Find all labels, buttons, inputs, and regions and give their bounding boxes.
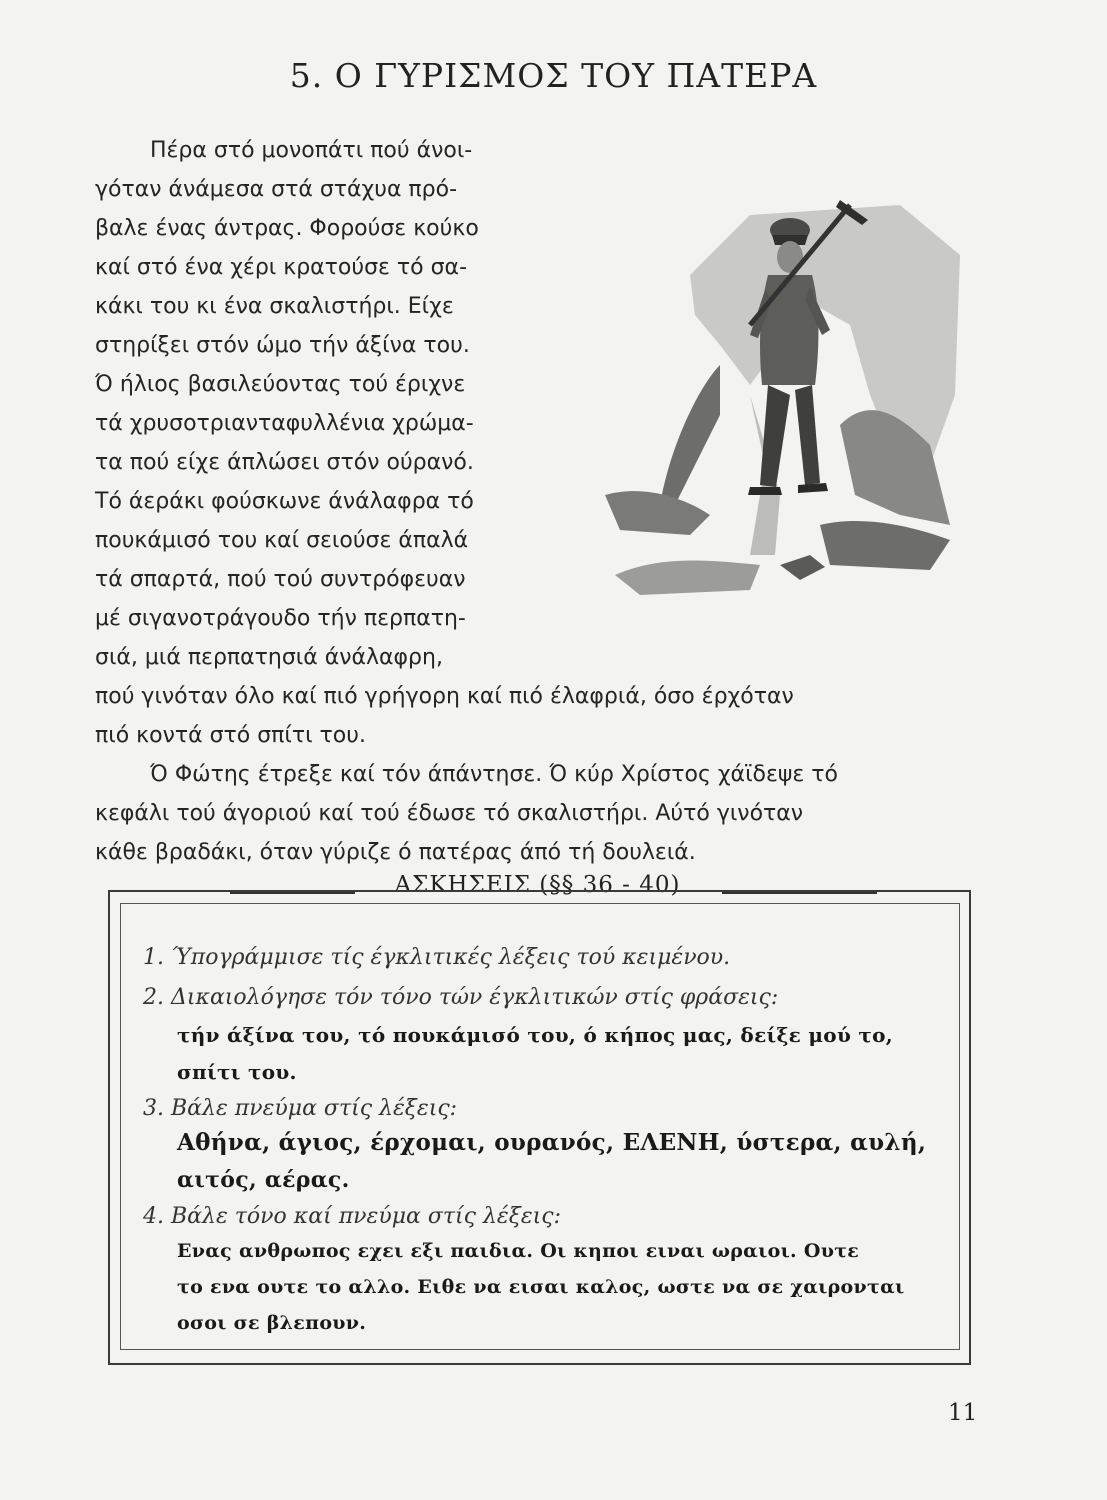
exercise-1-prompt: [143, 945, 730, 970]
story-line: βαλε ένας άντρας. Φορούσε κούκο: [95, 216, 479, 241]
exercise-2-answer-line: σπίτι του.: [177, 1060, 297, 1084]
exercise-prompt-text: Βάλε πνεύμα στίς λέξεις:: [171, 1096, 458, 1121]
story-line: πού γινόταν όλο καί πιό γρήγορη καί πιό έλαφριά, όσο έρχόταν: [95, 684, 794, 709]
story-line: κάθε βραδάκι, όταν γύριζε ό πατέρας άπό τή δουλειά.: [95, 840, 696, 865]
answer-words: ύστερα, αυλή,: [736, 1129, 927, 1156]
story-line: τά χρυσοτριανταφυλλένια χρώμα-: [95, 411, 474, 436]
exercise-number: 3.: [143, 1096, 164, 1121]
story-line: τά σπαρτά, πού τού συντρόφευαν: [95, 567, 466, 592]
page-title: 5. Ο ΓΥΡΙΣΜΟΣ ΤΟΥ ΠΑΤΕΡΑ: [289, 56, 818, 95]
exercise-2-answer-line: τήν άξίνα του, τό πουκάμισό του, ό κήπος μας, δείξε μού το,: [177, 1023, 894, 1047]
exercise-prompt-text: Βάλε τόνο καί πνεύμα στίς λέξεις:: [171, 1204, 562, 1229]
story-line: κάκι του κι ένα σκαλιστήρι. Είχε: [95, 294, 454, 319]
story-line: τα πού είχε άπλώσει στόν ούρανό.: [95, 450, 474, 475]
story-line: στηρίξει στόν ώμο τήν άξίνα του.: [95, 333, 470, 358]
story-line: γόταν άνάμεσα στά στάχυα πρό-: [95, 177, 458, 202]
story-line: Ό Φώτης έτρεξε καί τόν άπάντησε. Ό κύρ Χρίστος χάϊδεψε τό: [150, 762, 838, 787]
exercise-number: 4.: [143, 1204, 164, 1229]
exercise-prompt-text: Δικαιολόγησε τόν τόνο τών έγκλιτικών στίς φράσεις:: [171, 985, 779, 1010]
exercise-2-prompt: [143, 985, 778, 1010]
story-line: Ό ήλιος βασιλεύοντας τού έριχνε: [95, 372, 466, 397]
story-line: πουκάμισό του καί σειούσε άπαλά: [95, 528, 469, 553]
farmer-with-hoe-illustration: [600, 195, 970, 615]
story-line: καί στό ένα χέρι κρατούσε τό σα-: [95, 255, 468, 280]
story-line: Τό άεράκι φούσκωνε άνάλαφρα τό: [95, 489, 474, 514]
exercise-prompt-text: Ύπογράμμισε τίς έγκλιτικές λέξεις τού κειμένου.: [171, 945, 731, 970]
story-line: Πέρα στό μονοπάτι πού άνοι-: [150, 138, 473, 163]
story-line: μέ σιγανοτράγουδο τήν περπατη-: [95, 606, 466, 631]
exercise-3-answer-line: αιτός, αέρας.: [177, 1167, 350, 1193]
exercise-number: 2.: [143, 985, 164, 1010]
story-line: σιά, μιά περπατησιά άνάλαφρη,: [95, 645, 443, 670]
answer-capitals-word: ΕΛΕΝΗ,: [622, 1129, 729, 1156]
exercise-number: 1.: [143, 945, 164, 970]
exercise-3-answer-line: [177, 1129, 926, 1156]
answer-words: Αθήνα, άγιος, έρχομαι, ουρανός,: [177, 1129, 615, 1156]
exercise-3-prompt: [143, 1096, 457, 1121]
exercise-4-answer-line: οσοι σε βλεπουν.: [177, 1312, 367, 1334]
exercise-4-prompt: [143, 1204, 561, 1229]
exercise-4-answer-line: Ενας ανθρωπος εχει εξι παιδια. Οι κηποι ειναι ωραιοι. Ουτε: [177, 1240, 860, 1262]
exercise-4-answer-line: το ενα ουτε το αλλο. Ειθε να εισαι καλος, ωστε να σε χαιρονται: [177, 1276, 905, 1298]
story-line: κεφάλι τού άγοριού καί τού έδωσε τό σκαλιστήρι. Αύτό γινόταν: [95, 801, 804, 826]
exercises-heading-label: ΑΣΚΗΣΕΙΣ (§§ 36 - 40): [394, 872, 681, 898]
story-line: πιό κοντά στό σπίτι του.: [95, 723, 366, 748]
page-number: 11: [948, 1400, 978, 1426]
